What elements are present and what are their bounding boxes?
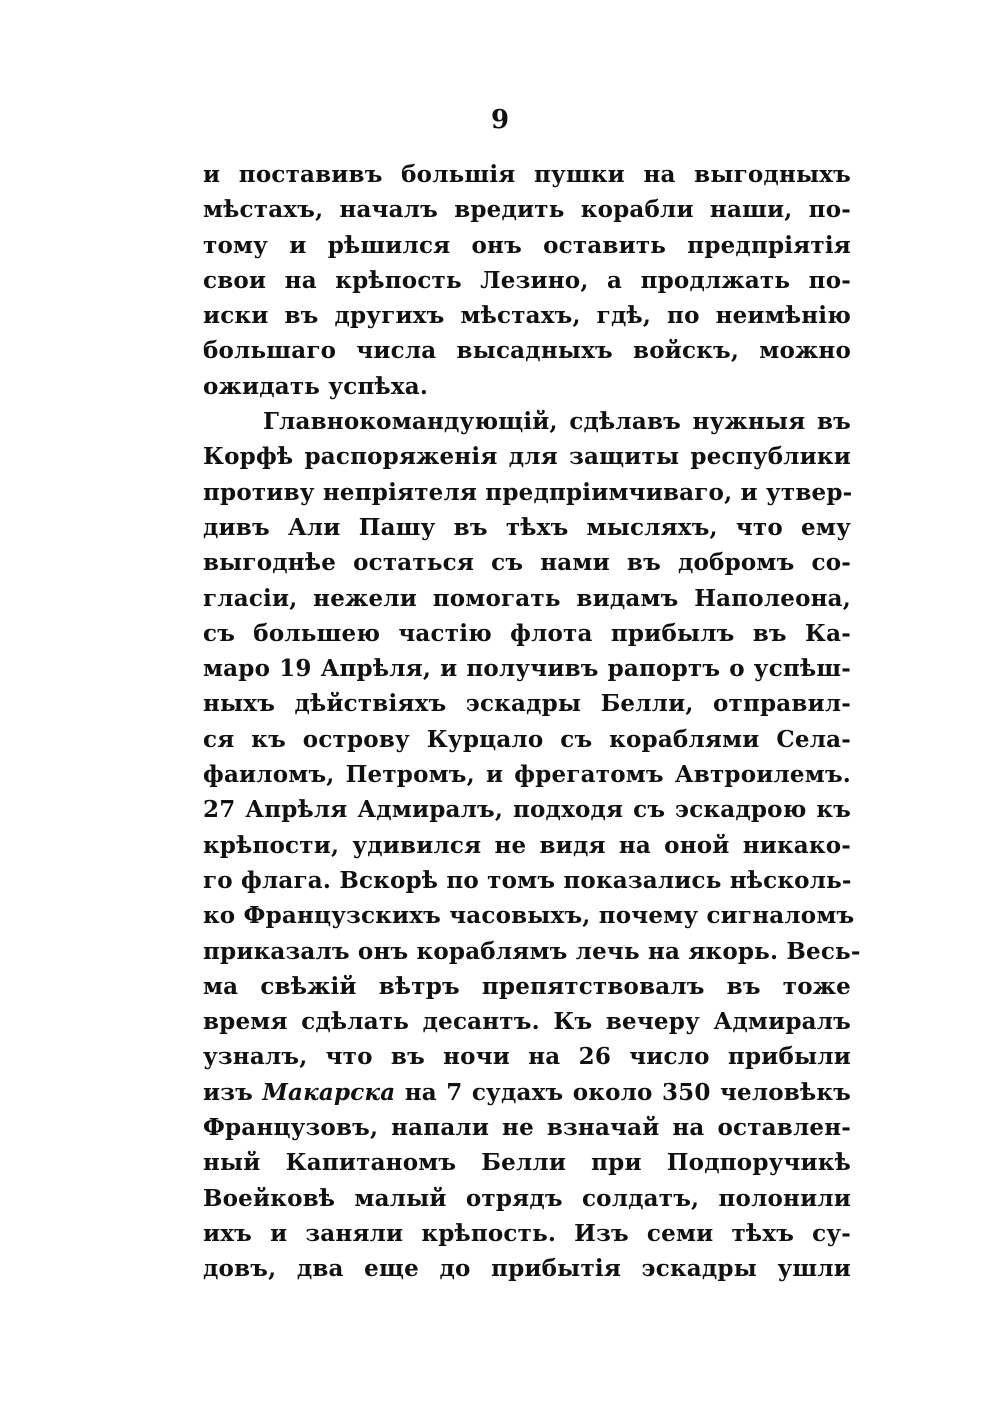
text-line: съ большею частію флота прибылъ въ Ка- xyxy=(203,619,851,647)
text-line: ся къ острову Курцало съ кораблями Села- xyxy=(203,725,851,753)
text-fragment: на 7 судахъ около 350 человѣкъ xyxy=(395,1078,851,1106)
paragraph-2 xyxy=(203,404,861,1286)
text-line: Французовъ, напали не взначай на оставлен- xyxy=(203,1114,851,1142)
text-line: Воейковѣ малый отрядъ солдатъ, полонили xyxy=(203,1184,851,1212)
text-line: иски въ другихъ мѣстахъ, гдѣ, по неимѣнію xyxy=(203,302,851,330)
text-line: ожидать успѣха. xyxy=(203,372,429,400)
text-line: большаго числа высадныхъ войскъ, можно xyxy=(203,337,851,365)
text-line: го флага. Вскорѣ по томъ показались нѣсколь- xyxy=(203,866,852,894)
text-line: ныхъ дѣйствіяхъ эскадры Белли, отправил- xyxy=(203,690,851,718)
text-line: противу непріятеля предпріимчиваго, и утвер- xyxy=(203,478,853,506)
text-line: ный Капитаномъ Белли при Подпоручикѣ xyxy=(203,1149,851,1177)
text-line: и поставивъ большія пушки на выгодныхъ xyxy=(203,161,851,188)
text-line: свои на крѣпость Лезино, а продлжать по- xyxy=(203,266,851,294)
paragraph-1 xyxy=(203,157,851,404)
text-line: 27 Апрѣля Адмиралъ, подходя съ эскадрою къ xyxy=(203,796,851,824)
text-line-with-italic xyxy=(203,1075,851,1110)
text-line: узналъ, что въ ночи на 26 число прибыли xyxy=(203,1043,851,1071)
text-line: крѣпости, удивился не видя на оной никако- xyxy=(203,831,851,859)
text-line: мѣстахъ, началъ вредить корабли наши, по- xyxy=(203,196,851,224)
italic-place-name: Макарска xyxy=(262,1078,396,1106)
text-line: Главнокомандующій, сдѣлавъ нужныя въ xyxy=(263,408,851,436)
text-line: время сдѣлать десантъ. Къ вечеру Адмиралъ xyxy=(203,1008,851,1036)
text-line: дивъ Али Пашу въ тѣхъ мысляхъ, что ему xyxy=(203,513,851,541)
text-line: ихъ и заняли крѣпость. Изъ семи тѣхъ су- xyxy=(203,1219,851,1247)
text-line: тому и рѣшился онъ оставить предпріятія xyxy=(203,231,851,259)
text-line: фаиломъ, Петромъ, и фрегатомъ Автроилемъ. xyxy=(203,761,851,789)
text-line: выгоднѣе остаться съ нами въ добромъ со- xyxy=(203,549,851,577)
text-line: ма свѣжій вѣтръ препятствовалъ въ тоже xyxy=(203,972,851,1000)
text-fragment: изъ xyxy=(203,1078,263,1106)
text-line: довъ, два еще до прибытія эскадры ушли xyxy=(203,1255,851,1283)
text-line: гласіи, нежели помогать видамъ Наполеона, xyxy=(203,584,851,612)
page-number: 9 xyxy=(490,105,510,135)
text-line: маро 19 Апрѣля, и получивъ рапортъ о успѣш- xyxy=(203,655,851,683)
body-text xyxy=(203,157,861,1287)
text-line: Корфѣ распоряженія для защиты республики xyxy=(203,443,851,471)
text-line: ко Французскихъ часовыхъ, почему сигналомъ xyxy=(203,902,855,930)
text-line: приказалъ онъ кораблямъ лечь на якорь. Весь- xyxy=(203,937,861,965)
